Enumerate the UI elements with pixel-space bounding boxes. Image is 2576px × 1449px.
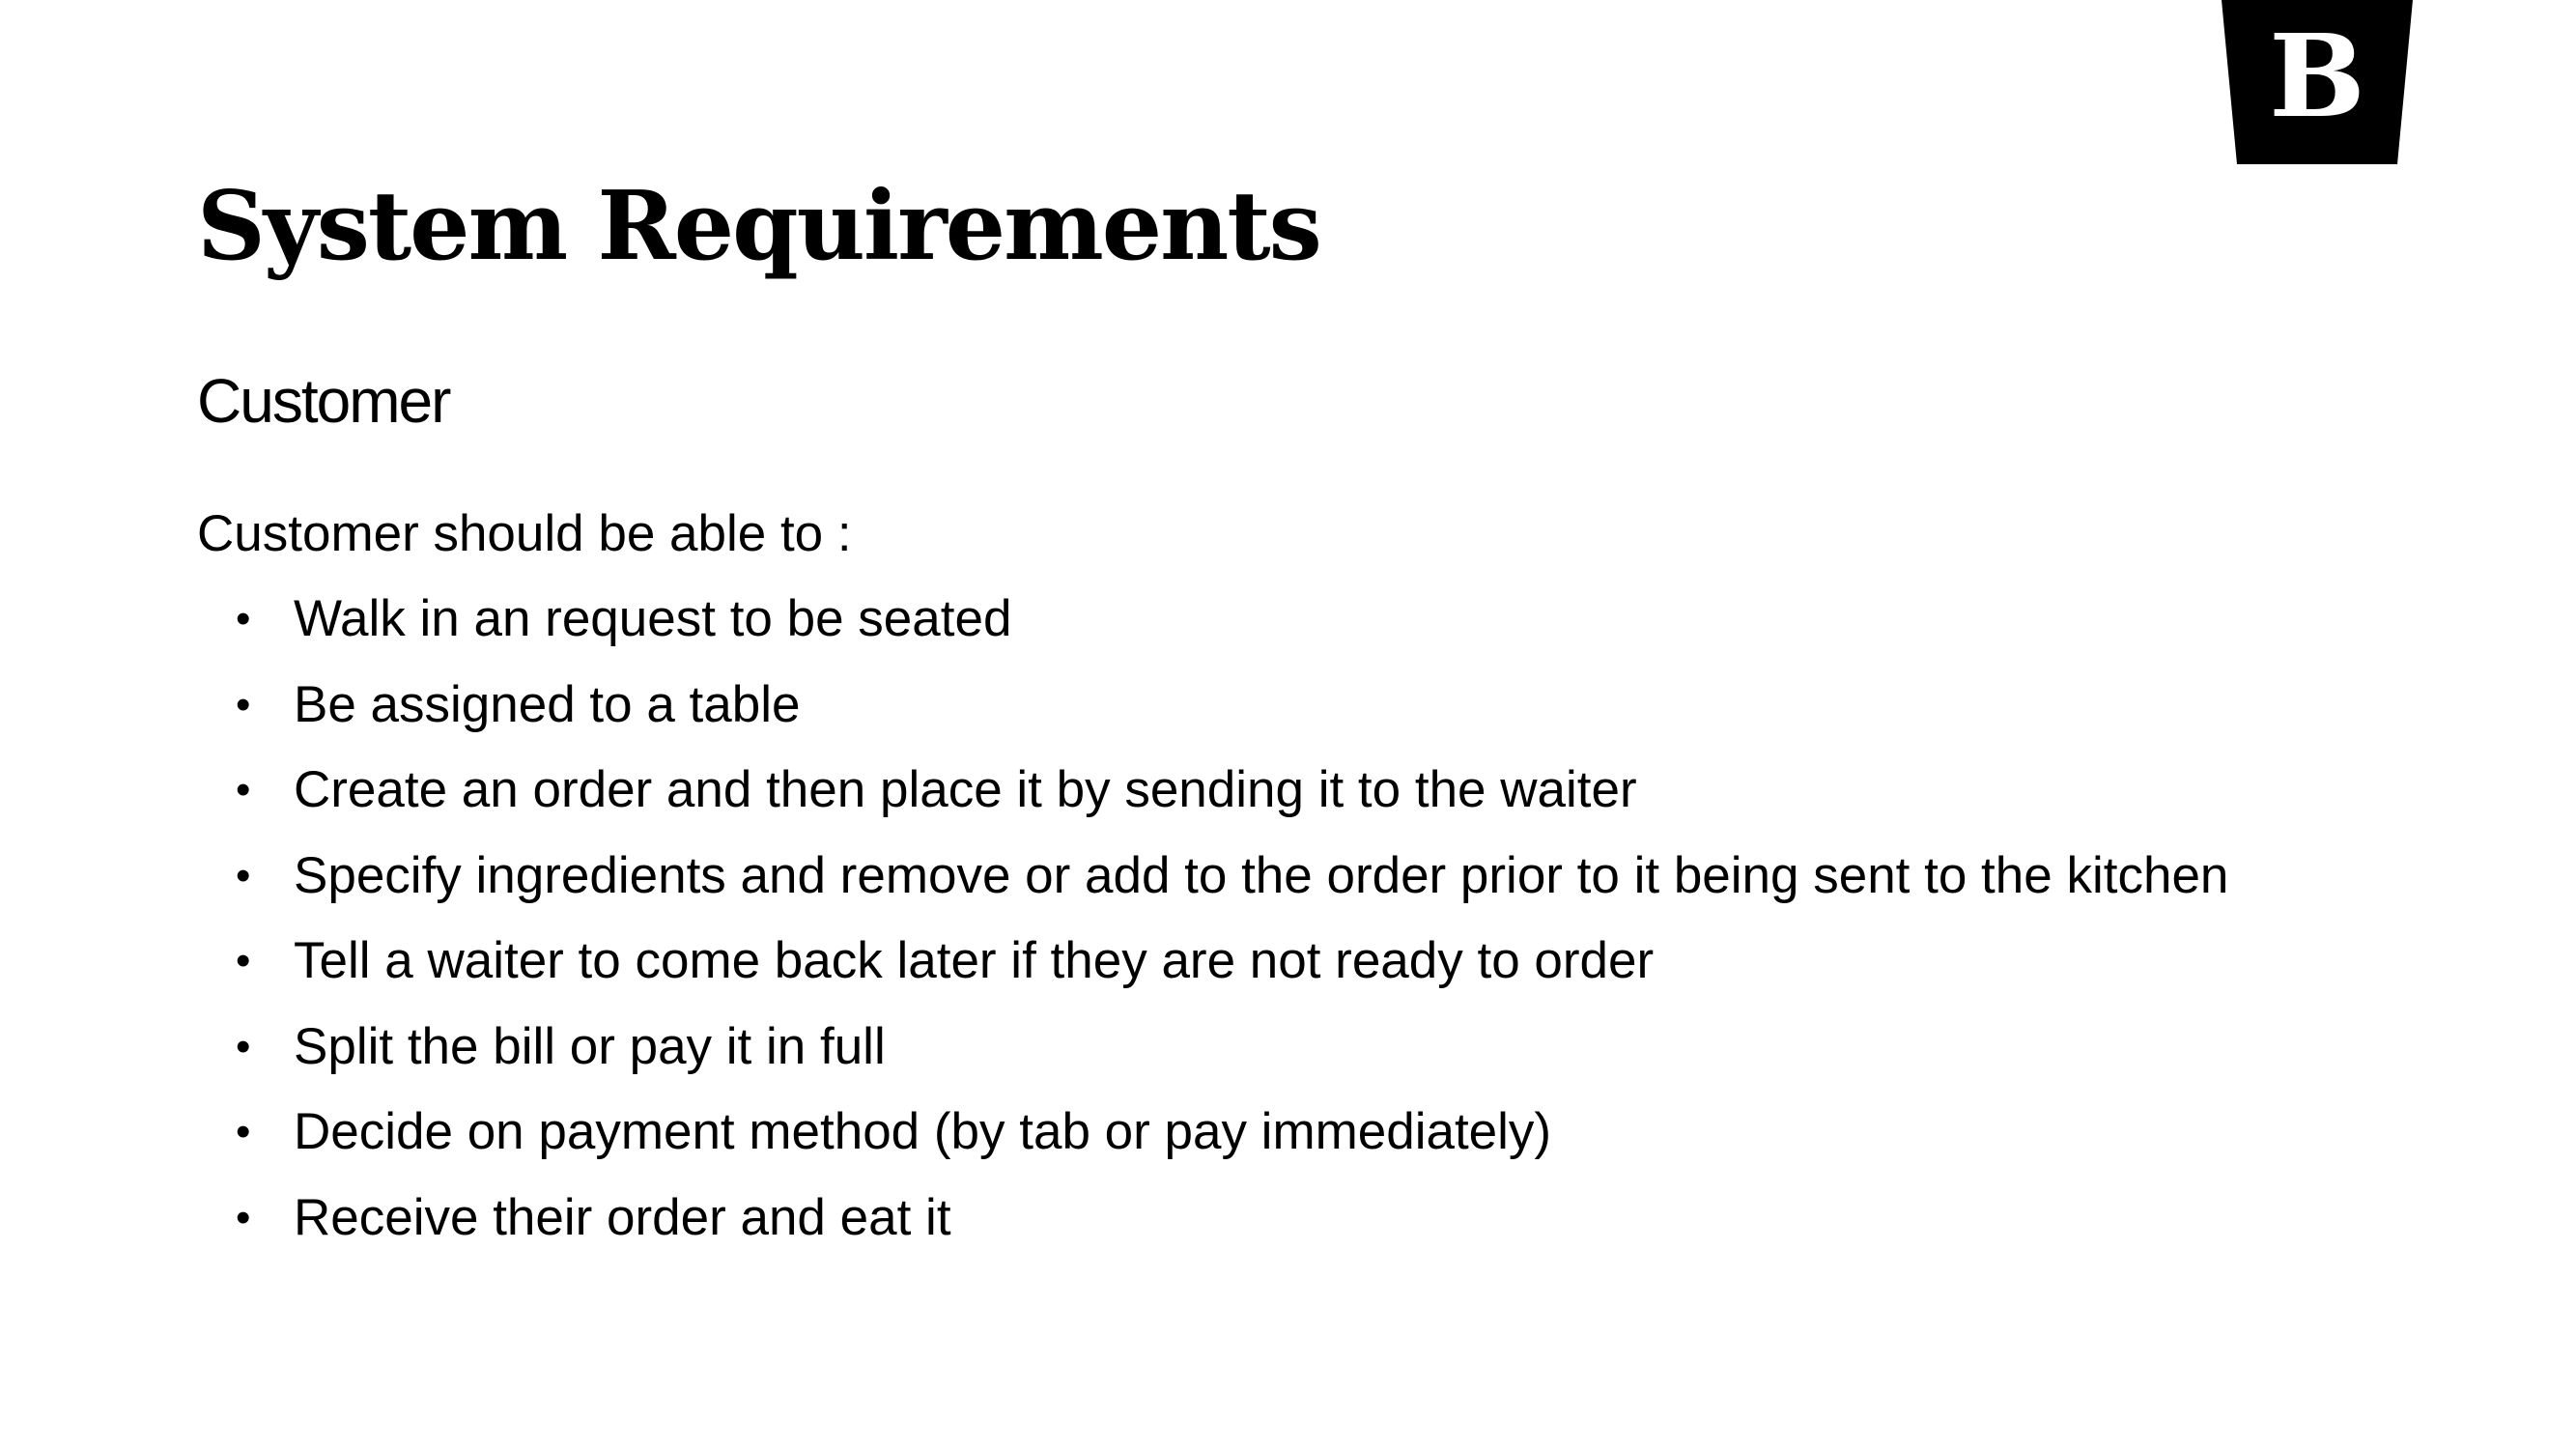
bullet-icon: •: [236, 680, 251, 728]
list-item: [197, 1013, 2228, 1099]
bullet-icon: •: [236, 851, 251, 899]
bullet-icon: •: [236, 1022, 251, 1070]
list-item: [197, 1098, 2228, 1184]
list-item-text: Be assigned to a table: [294, 675, 801, 733]
bullet-icon: •: [236, 1193, 251, 1241]
intro-text: Customer should be able to :: [197, 505, 852, 562]
list-item-text: Walk in an request to be seated: [294, 590, 1012, 647]
list-item-text: Create an order and then place it by sending it to the waiter: [294, 761, 1637, 818]
page-title: System Requirements: [197, 171, 1320, 282]
requirements-list: [197, 585, 2228, 1269]
bullet-icon: •: [236, 766, 251, 813]
list-item-text: Split the bill or pay it in full: [294, 1017, 886, 1075]
section-heading: Customer: [197, 366, 450, 436]
list-item: [197, 842, 2228, 928]
brand-logo: [2222, 0, 2413, 164]
list-item: [197, 671, 2228, 757]
list-item: [197, 756, 2228, 842]
list-item-text: Tell a waiter to come back later if they are not ready to order: [294, 932, 1655, 989]
bullet-icon: •: [236, 1108, 251, 1155]
list-item-text: Specify ingredients and remove or add to the order prior to it being sent to the kitchen: [294, 846, 2229, 904]
bullet-icon: •: [236, 937, 251, 984]
list-item-text: Receive their order and eat it: [294, 1188, 951, 1246]
brand-logo-letter: B: [2269, 9, 2365, 143]
list-item: [197, 927, 2228, 1013]
bullet-icon: •: [236, 595, 251, 642]
brand-logo-badge: [2222, 0, 2413, 164]
list-item: [197, 585, 2228, 671]
list-item-text: Decide on payment method (by tab or pay immediately): [294, 1103, 1552, 1160]
list-item: [197, 1184, 2228, 1270]
